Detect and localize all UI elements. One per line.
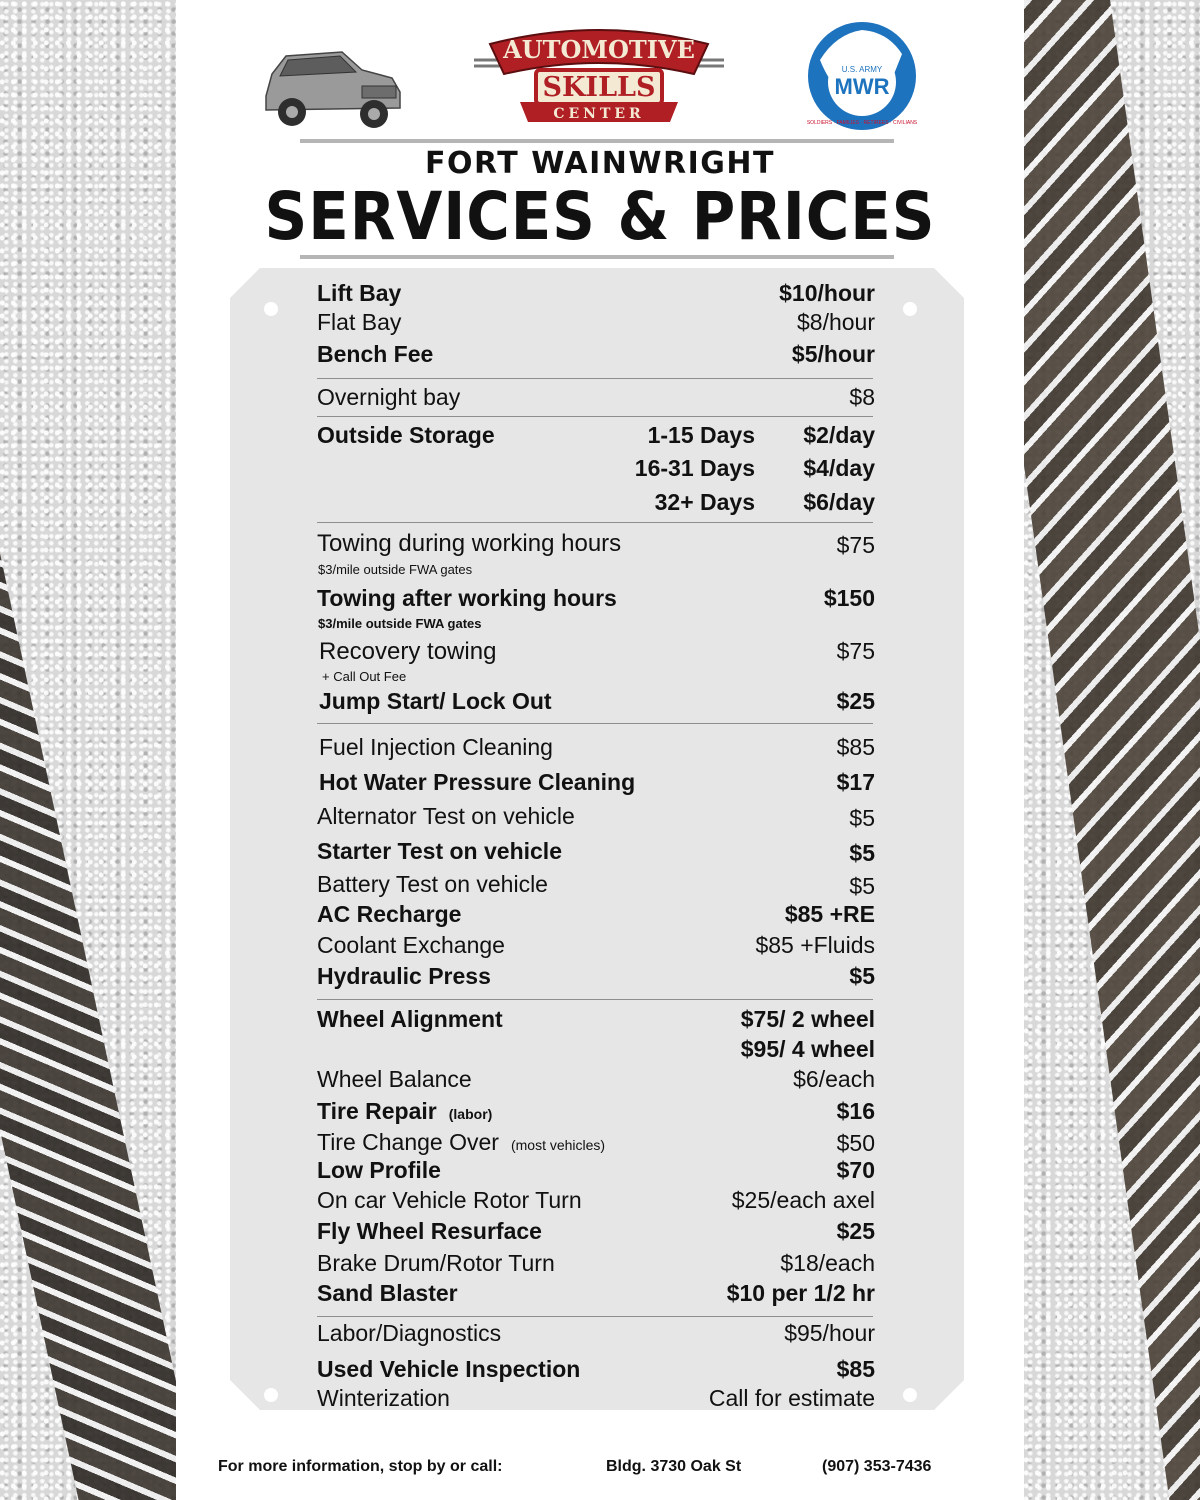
footer-address: Bldg. 3730 Oak St [606,1458,742,1475]
service-price: $8/hour [796,309,875,335]
section-divider [317,723,873,724]
service-price: $85 +Fluids [755,932,875,958]
service-name: Winterization [317,1385,450,1411]
service-price: $85 +RE [784,901,875,927]
service-row-inspection [317,1356,875,1386]
service-name: Hot Water Pressure Cleaning [319,769,636,795]
alignment-4-wheel-row [317,1036,875,1066]
service-price: $70 [836,1157,875,1183]
automotive-skills-center-logo [470,22,728,128]
service-row-rotor-turn [317,1187,875,1217]
service-note: (labor) [448,1106,493,1122]
service-name: Recovery towing [319,638,497,665]
service-price: $150 [823,585,875,611]
service-name: Wheel Balance [317,1066,472,1092]
service-price: $85 [836,1356,875,1382]
service-price: $85 [836,734,875,760]
service-price: $5 [849,963,875,989]
service-name: Sand Blaster [317,1280,458,1306]
service-price: $25 [836,1218,875,1244]
service-name: Towing after working hours [317,585,617,611]
service-name: On car Vehicle Rotor Turn [317,1187,582,1213]
service-price: $75 [836,638,875,664]
logo-line1: AUTOMOTIVE [503,35,695,64]
storage-price: $2/day [803,422,875,448]
service-price: Call for estimate [708,1385,875,1411]
service-row-outside-storage [317,422,875,452]
service-price: $18/each [780,1250,875,1276]
service-price: $6/each [793,1066,875,1092]
service-name: Lift Bay [317,280,402,306]
service-name: Tire Change Over [317,1129,499,1155]
service-row-flat-bay [317,309,875,339]
plate-bolt [264,1388,278,1402]
header-rule-bottom [300,255,894,259]
service-price: $10 per 1/2 hr [726,1280,875,1306]
section-divider [317,378,873,379]
section-divider [317,416,873,417]
service-row-overnight-bay [317,384,875,414]
service-name: Jump Start/ Lock Out [319,688,552,714]
service-price: $75 [836,532,875,558]
service-note: + Call Out Fee [322,669,407,684]
service-name: Fuel Injection Cleaning [319,734,553,760]
service-row-hot-water [319,769,875,799]
service-row-recovery-towing [319,638,875,668]
service-row-towing-after [317,585,875,615]
plate-bolt [903,1388,917,1402]
service-name: Battery Test on vehicle [317,871,548,897]
service-row-starter [317,838,875,868]
service-row-hydraulic [317,963,875,993]
service-price: $75/ 2 wheel [740,1006,875,1032]
service-row-lift-bay [317,280,875,310]
service-price: $25 [836,688,875,714]
service-price: $10/hour [779,280,875,306]
service-row-jump-start [319,688,875,718]
service-name: Alternator Test on vehicle [317,803,575,829]
service-name: Used Vehicle Inspection [317,1356,581,1382]
section-divider [317,999,873,1000]
service-price: $5 [849,840,875,866]
service-note: (most vehicles) [510,1137,606,1153]
storage-tier-row [317,489,875,519]
service-row-balance [317,1066,875,1096]
plate-bolt [264,302,278,316]
section-divider [317,1316,873,1317]
service-row-fly-wheel [317,1218,875,1248]
header-rule-top [300,139,894,143]
service-row-alignment [317,1006,875,1036]
suv-icon [258,44,406,130]
mwr-top-text: U.S. ARMY [841,65,883,74]
service-row-sand-blaster [317,1280,875,1310]
plate-bolt [903,302,917,316]
service-row-alternator [317,803,875,833]
service-name: AC Recharge [317,901,462,927]
service-row-towing-working [317,530,875,560]
service-name: Labor/Diagnostics [317,1320,502,1346]
service-name: Towing during working hours [317,530,622,557]
service-row-bench-fee [317,341,875,371]
service-price: $8 [849,384,875,410]
section-divider [317,522,873,523]
page-title: SERVICES & PRICES [264,178,936,255]
army-mwr-logo [806,20,918,132]
mwr-ring-text: SOLDIERS · FAMILIES · RETIREES · CIVILIANS [806,120,918,126]
service-name: Low Profile [317,1157,441,1183]
service-row-tire-repair [317,1098,875,1128]
service-row-battery [317,871,875,901]
service-price: $50 [836,1130,875,1156]
service-name: Brake Drum/Rotor Turn [317,1250,555,1276]
service-price: $5/hour [791,341,875,367]
service-note: $3/mile outside FWA gates [318,616,482,631]
service-name: Outside Storage [317,422,495,448]
service-row-brake-drum [317,1250,875,1280]
service-name: Bench Fee [317,341,434,367]
service-price: $16 [836,1098,875,1124]
storage-days: 16-31 Days [634,455,755,481]
service-row-low-profile [317,1157,875,1187]
service-row-coolant [317,932,875,962]
location-subtitle: FORT WAINWRIGHT [425,146,775,181]
service-name: Hydraulic Press [317,963,491,989]
storage-tier-row [317,455,875,485]
storage-price: $4/day [803,455,875,481]
service-name: Fly Wheel Resurface [317,1218,542,1244]
service-row-labor [317,1320,875,1350]
service-row-winterization [317,1385,875,1415]
service-name: Starter Test on vehicle [317,838,562,864]
footer-info: For more information, stop by or call: [218,1458,503,1475]
service-name: Wheel Alignment [317,1006,503,1032]
service-price: $95/hour [784,1320,875,1346]
service-note: $3/mile outside FWA gates [318,562,473,577]
service-name: Coolant Exchange [317,932,505,958]
storage-price: $6/day [803,489,875,515]
service-row-fuel-injection [319,734,875,764]
footer-phone: (907) 353-7436 [822,1458,932,1475]
service-row-ac-recharge [317,901,875,931]
service-name: Overnight bay [317,384,461,410]
logo-line3: CENTER [553,106,645,122]
storage-days: 32+ Days [654,489,755,515]
service-row-tire-change [317,1129,875,1159]
service-name: Tire Repair [317,1098,437,1124]
service-price: $5 [849,873,875,899]
service-price: $25/each axel [731,1187,875,1213]
service-name: Flat Bay [317,309,402,335]
mwr-main-text: MWR [834,74,890,99]
service-price: $5 [849,805,875,831]
service-price: $17 [836,769,875,795]
storage-days: 1-15 Days [647,422,755,448]
logo-line2: SKILLS [542,72,656,103]
service-price: $95/ 4 wheel [740,1036,875,1062]
